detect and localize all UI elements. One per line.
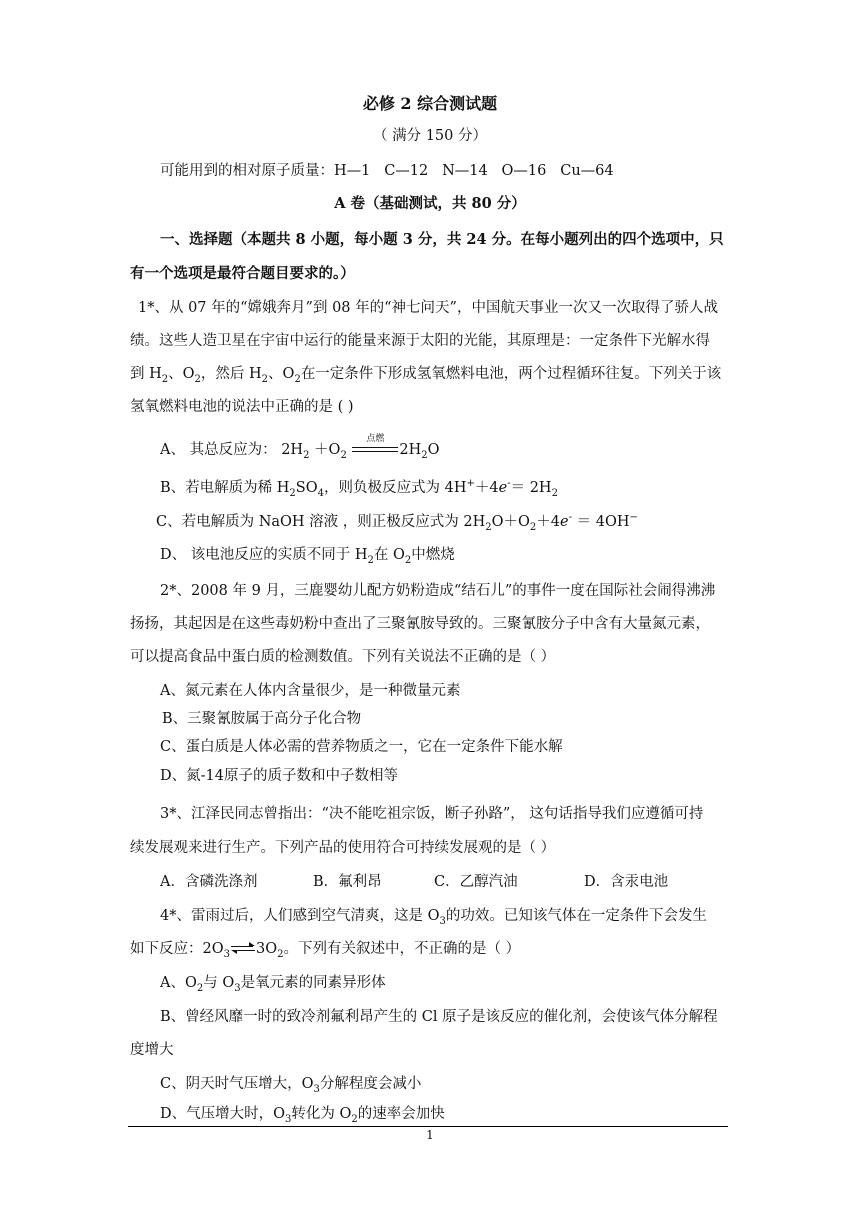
q1-option-a[interactable]: A、 其总反应为： $2H_2 +O_2$ 点燃 $2H_2O$ [160, 440, 440, 460]
ignition-arrow [352, 434, 398, 457]
q2-option-d[interactable]: D、氮-14原子的质子数和中子数相等 [160, 768, 398, 784]
q4-stem-line1: 4*、雷雨过后，人们感到空气清爽，这是 $O_3$的功效。已知该气体在一定条件下会发生 [160, 908, 707, 927]
q3-option-d[interactable]: D．含汞电池 [584, 874, 669, 890]
q1-stem-line4: 氢氧燃料电池的说法中正确的是 ( ) [130, 399, 354, 415]
q4-stem-line2: 如下反应：$2O_3$ $3O_2$。下列有关叙述中，不正确的是（ ） [130, 941, 521, 960]
q3-stem-line1: 3*、江泽民同志曾指出：“决不能吃祖宗饭，断子孙路”， 这句话指导我们应遵循可持 [160, 806, 704, 822]
q4-option-b-line1[interactable]: B、曾经风靡一时的致冷剂氟利昂产生的 Cl 原子是该反应的催化剂，会使该气体分解程 [160, 1009, 718, 1025]
atomic-mass-o: O—16 [501, 163, 547, 179]
q1-stem-line3: 到 $H_2$、$O_2$，然后 $H_2$、$O_2$在一定条件下形成氢氧燃料电池，两个过程循环往复。下列关于该 [130, 366, 722, 385]
q2-stem-line3: 可以提高食品中蛋白质的检测数值。下列有关说法不正确的是（ ） [130, 649, 556, 665]
section-a-heading: A 卷（基础测试，共 80 分） [334, 195, 526, 212]
q3-option-b[interactable]: B．氟利昂 [313, 874, 382, 890]
q1-stem-line1: 1*、从 07 年的“嫦娥奔月”到 08 年的“神七问天”，中国航天事业一次又一次取得了骄人战 [138, 300, 718, 316]
atomic-mass-cu: Cu—64 [560, 163, 614, 179]
part1-instruction-line1: 一、选择题（本题共 8 小题，每小题 3 分，共 24 分。在每小题列出的四个选项中，只 [160, 231, 724, 248]
q3-option-c[interactable]: C．乙醇汽油 [434, 874, 518, 890]
part1-instruction-line2: 有一个选项是最符合题目要求的。） [130, 265, 355, 282]
q4-option-d[interactable]: D、气压增大时，$O_3$转化为 $O_2$的速率会加快 [160, 1106, 445, 1125]
atomic-mass-n: N—14 [442, 163, 488, 179]
atomic-mass-label: 可能用到的相对原子质量： [160, 163, 334, 179]
q1-option-d[interactable]: D、 该电池反应的实质不同于 $H_2$在 $O_2$中燃烧 [160, 547, 455, 566]
q4-option-a[interactable]: A、$O_2$与 $O_3$是氧元素的同素异形体 [160, 975, 386, 994]
full-score: （ 满分 150 分） [372, 128, 487, 144]
q3-stem-line2: 续发展观来进行生产。下列产品的使用符合可持续发展观的是（ ） [130, 840, 556, 856]
atomic-mass-h: H—1 [334, 163, 371, 179]
q4-option-b-line2: 度增大 [130, 1042, 174, 1058]
page-number: 1 [426, 1128, 434, 1142]
q2-option-a[interactable]: A、氮元素在人体内含量很少，是一种微量元素 [160, 683, 461, 699]
ignition-label: 点燃 [366, 434, 385, 444]
page-title: 必修 2 综合测试题 [362, 94, 498, 113]
atomic-mass-c: C—12 [384, 163, 429, 179]
q4-option-c[interactable]: C、阴天时气压增大，$O_3$分解程度会减小 [160, 1076, 422, 1095]
q1-option-c[interactable]: C、若电解质为 NaOH 溶液 ，则正极反应式为 $2H_2O+O_2+4e^- = 4OH^-$ [156, 512, 638, 533]
q1-option-b[interactable]: B、若电解质为稀 $H_2SO_4$，则负极反应式为 $4H^++4e^-= 2H_2$ [160, 478, 558, 499]
q2-option-c[interactable]: C、蛋白质是人体必需的营养物质之一，它在一定条件下能水解 [160, 739, 563, 755]
q3-option-a[interactable]: A．含磷洗涤剂 [160, 874, 258, 890]
q2-stem-line1: 2*、2008 年 9 月，三鹿婴幼儿配方奶粉造成“结石儿”的事件一度在国际社会闹得沸沸 [160, 583, 716, 599]
atomic-mass-line [160, 161, 614, 181]
q2-option-b[interactable]: B、三聚氰胺属于高分子化合物 [162, 711, 362, 727]
q2-stem-line2: 扬扬，其起因是在这些毒奶粉中查出了三聚氰胺导致的。三聚氰胺分子中含有大量氮元素， [130, 616, 710, 632]
footer-divider [128, 1126, 728, 1127]
q1-stem-line2: 绩。这些人造卫星在宇宙中运行的能量来源于太阳的光能，其原理是：一定条件下光解水得 [130, 333, 710, 349]
reversible-arrow [230, 942, 256, 956]
